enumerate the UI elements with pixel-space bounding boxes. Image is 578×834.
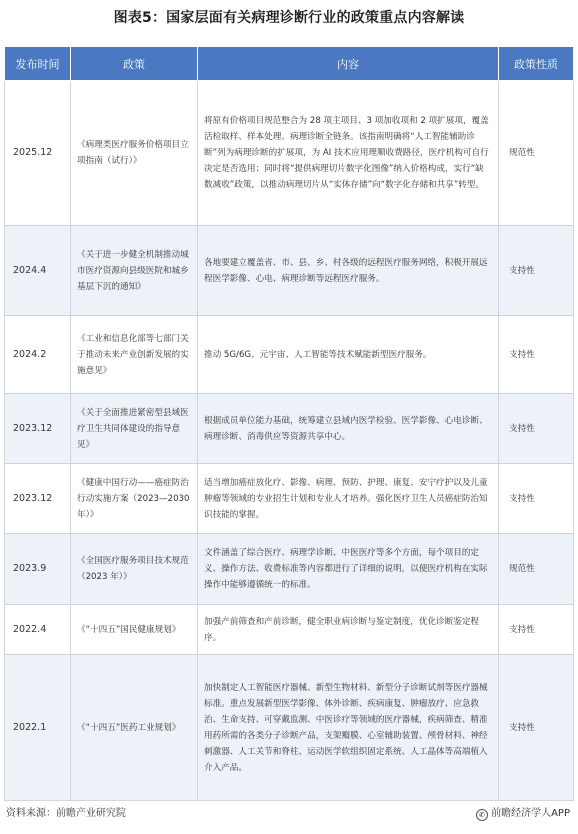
brand-credit xyxy=(476,806,570,822)
cell-nature: 支持性 xyxy=(499,226,574,316)
cell-nature: 支持性 xyxy=(499,655,574,801)
cell-policy: 《工业和信息化部等七部门关于推动未来产业创新发展的实施意见》 xyxy=(71,316,198,394)
cell-policy: 《“十四五”医药工业规划》 xyxy=(71,655,198,801)
table-row xyxy=(5,605,574,655)
cell-time: 2025.12 xyxy=(5,81,71,226)
page-title: 图表5：国家层面有关病理诊断行业的政策重点内容解读 xyxy=(113,10,465,26)
wechat-icon: ✆ xyxy=(476,809,488,821)
table-row xyxy=(5,226,574,316)
table-row xyxy=(5,394,574,464)
cell-nature: 支持性 xyxy=(499,605,574,655)
brand-label: 前瞻经济学人APP xyxy=(491,808,570,819)
cell-content: 根据成员单位能力基础，统筹建立县域内医学检验、医学影像、心电诊断、病理诊断、消毒供应等资源共享中心。 xyxy=(198,394,499,464)
column-header-policy: 政策 xyxy=(71,47,198,81)
cell-policy: 《“十四五”国民健康规划》 xyxy=(71,605,198,655)
cell-policy: 《全国医疗服务项目技术规范（2023 年）》 xyxy=(71,534,198,605)
cell-time: 2022.4 xyxy=(5,605,71,655)
table-row xyxy=(5,81,574,226)
cell-policy: 《关于全面推进紧密型县域医疗卫生共同体建设的指导意见》 xyxy=(71,394,198,464)
table-row xyxy=(5,534,574,605)
cell-content: 将原有价格项目规范整合为 28 项主项目、3 项加收项和 2 项扩展项，覆盖活检取样、样本处理、病理诊断全链条。该指南明确将“人工智能辅助诊断”列为病理诊断的扩展项，为 AI 技术应用理顺收费路径，医疗机构可自行决定是否选用；同时将“提供病理切片数字化图像”纳入价格构成，实行“缺数减收”政策，以推动病理切片从“实体存储”向“数字化存储和共享”转型。 xyxy=(198,81,499,226)
footer-divider xyxy=(4,800,573,801)
source-note: 资料来源：前瞻产业研究院 xyxy=(6,808,126,819)
cell-nature: 支持性 xyxy=(499,464,574,534)
cell-nature: 规范性 xyxy=(499,534,574,605)
cell-content: 加快制定人工智能医疗器械、新型生物材料、新型分子诊断试剂等医疗器械标准。重点发展新型医学影像、体外诊断、疾病康复、肿瘤放疗、应急救治、生命支持、可穿戴监测、中医诊疗等领域的医疗器械，疾病筛查、精准用药所需的各类分子诊断产品，支架瓣膜、心室辅助装置、颅骨材料、神经刺激器、人工关节和脊柱、运动医学软组织固定系统、人工晶体等高端植入介入产品。 xyxy=(198,655,499,801)
policy-table xyxy=(4,46,574,801)
column-header-time: 发布时间 xyxy=(5,47,71,81)
cell-time: 2023.9 xyxy=(5,534,71,605)
table-row xyxy=(5,464,574,534)
cell-time: 2023.12 xyxy=(5,394,71,464)
cell-time: 2023.12 xyxy=(5,464,71,534)
cell-content: 适当增加癌症放化疗、影像、病理、预防、护理、康复、安宁疗护以及儿童肿瘤等领域的专业招生计划和专业人才培养。强化医疗卫生人员癌症防治知识技能的掌握。 xyxy=(198,464,499,534)
cell-time: 2024.2 xyxy=(5,316,71,394)
table-header-row xyxy=(5,47,574,81)
cell-nature: 规范性 xyxy=(499,81,574,226)
cell-time: 2024.4 xyxy=(5,226,71,316)
table-row xyxy=(5,316,574,394)
cell-nature: 支持性 xyxy=(499,394,574,464)
cell-time: 2022.1 xyxy=(5,655,71,801)
cell-policy: 《病理类医疗服务价格项目立项指南（试行）》 xyxy=(71,81,198,226)
cell-policy: 《健康中国行动——癌症防治行动实施方案（2023—2030 年）》 xyxy=(71,464,198,534)
column-header-content: 内容 xyxy=(198,47,499,81)
cell-content: 各地要建立覆盖省、市、县、乡、村各级的远程医疗服务网络，积极开展远程医学影像、心电、病理诊断等远程医疗服务。 xyxy=(198,226,499,316)
column-header-nature: 政策性质 xyxy=(499,47,574,81)
cell-nature: 支持性 xyxy=(499,316,574,394)
table-row xyxy=(5,655,574,801)
footer xyxy=(6,806,572,822)
cell-content: 推动 5G/6G、元宇宙、人工智能等技术赋能新型医疗服务。 xyxy=(198,316,499,394)
cell-content: 加强产前筛查和产前诊断，健全职业病诊断与鉴定制度，优化诊断鉴定程序。 xyxy=(198,605,499,655)
cell-content: 文件涵盖了综合医疗、病理学诊断、中医医疗等多个方面，每个项目的定义、操作方法、收费标准等内容都进行了详细的说明，以便医疗机构在实际操作中能够遵循统一的标准。 xyxy=(198,534,499,605)
cell-policy: 《关于进一步健全机制推动城市医疗资源向县级医院和城乡基层下沉的通知》 xyxy=(71,226,198,316)
